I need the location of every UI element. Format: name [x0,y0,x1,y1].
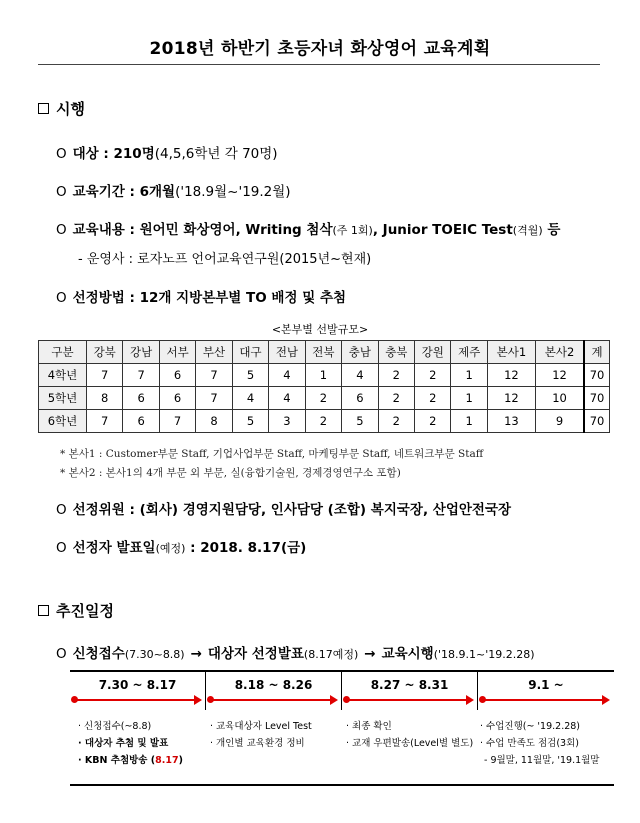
item-committee: O 선정위원 : (회사) 경영지원담당, 인사담당 (조합) 복지국장, 산업안전국장 [56,502,512,518]
table-cell: 2 [378,410,414,433]
table-cell: 6 [159,387,195,410]
table-cell: 5 [342,410,378,433]
table-cell: 2 [415,364,451,387]
table-cell: 8 [86,387,122,410]
table-row [39,364,610,387]
table-cell: 6 [123,387,159,410]
table-cell: 7 [86,364,122,387]
table-header-cell: 충북 [378,341,414,364]
table-header-cell: 강남 [123,341,159,364]
timeline-arrow-icon [210,699,336,701]
timeline-arrow-icon [482,699,608,701]
table-cell: 3 [269,410,305,433]
schedule-period: 7.30 ~ 8.17 [98,678,177,692]
flow-step-announce: 대상자 선정발표 [207,646,304,662]
task-item: · 개인별 교육환경 정비 [210,738,305,749]
table-cell: 70 [584,410,609,433]
operator-note: - 운영사 : 로자노프 언어교육연구원(2015년~현재) [78,252,372,267]
table-cell: 12 [487,387,535,410]
table-cell: 2 [305,387,341,410]
schedule-tasks [346,718,473,752]
table-row [39,410,610,433]
process-flow: O 신청접수(7.30~8.8) → 대상자 선정발표(8.17예정) → 교육시행('18.9.1~'19.2.28) [56,646,535,662]
table-cell: 2 [305,410,341,433]
table-cell: 7 [196,364,232,387]
table-cell: 7 [159,410,195,433]
table-cell: 70 [584,364,609,387]
table-cell: 4 [269,364,305,387]
square-bullet-icon [38,103,49,114]
table-cell: 13 [487,410,535,433]
table-cell: 2 [378,364,414,387]
schedule-period: 9.1 ~ [528,678,564,692]
table-cell: 2 [415,387,451,410]
note-hq1: * 본사1 : Customer부문 Staff, 기업사업부문 Staff, 마케팅부문 Staff, 네트워크부문 Staff [60,448,484,460]
schedule-column [70,670,206,710]
table-cell: 6 [342,387,378,410]
table-cell: 1 [451,387,487,410]
task-item: · 수업진행(~ '19.2.28) [480,721,581,732]
task-item: · 대상자 추첨 및 발표 [78,738,169,749]
table-cell: 7 [86,410,122,433]
schedule-tasks [480,718,600,769]
schedule-timeline [70,670,614,786]
table-cell: 2 [415,410,451,433]
schedule-tasks [78,718,183,769]
table-cell: 70 [584,387,609,410]
table-header-cell: 전북 [305,341,341,364]
distribution-table [38,340,610,433]
section-heading-label: 시행 [56,100,85,118]
document-title: 2018년 하반기 초등자녀 화상영어 교육계획 [149,39,491,59]
table-header-cell: 강북 [86,341,122,364]
note-hq2: * 본사2 : 본사1의 4개 부문 외 부문, 실(융합기술원, 경제경영연구소 포함) [60,467,401,479]
item-selection-method: O 선정방법 : 12개 지방본부별 TO 배정 및 추첨 [56,290,347,306]
item-content: O 교육내용 : 원어민 화상영어, Writing 첨삭(주 1회), Junior TOEIC Test(격월) 등 [56,222,561,238]
row-label-cell: 4학년 [39,364,87,387]
table-header-cell: 제주 [451,341,487,364]
table-header-row [39,341,610,364]
table-header-cell: 계 [584,341,609,364]
table-row [39,387,610,410]
schedule-column [478,670,614,710]
schedule-column [206,670,342,710]
table-header-cell: 대구 [232,341,268,364]
table-cell: 4 [342,364,378,387]
table-header-cell: 서부 [159,341,195,364]
section-heading-schedule [38,600,114,621]
table-cell: 9 [535,410,584,433]
task-item: · 교육대상자 Level Test [210,721,312,732]
table-header-cell: 본사1 [487,341,535,364]
timeline-arrow-icon [74,699,200,701]
timeline-bottom-rule [70,784,614,786]
table-cell: 1 [451,410,487,433]
table-cell: 1 [451,364,487,387]
table-cell: 6 [123,410,159,433]
item-period: O 교육기간 : 6개월('18.9월~'19.2월) [56,184,291,200]
table-header-cell: 전남 [269,341,305,364]
schedule-period: 8.27 ~ 8.31 [370,678,449,692]
table-header-cell: 본사2 [535,341,584,364]
item-target: O 대상 : 210명(4,5,6학년 각 70명) [56,146,278,162]
task-item: · 신청접수(~8.8) [78,721,152,732]
item-announce-date: O 선정자 발표일(예정) : 2018. 8.17(금) [56,540,307,556]
square-bullet-icon [38,605,49,616]
table-cell: 5 [232,364,268,387]
task-item-broadcast: · KBN 추첨방송 (8.17) [78,755,183,766]
table-header-cell: 부산 [196,341,232,364]
flow-step-apply: 신청접수 [72,646,125,662]
table-cell: 1 [305,364,341,387]
row-label-cell: 5학년 [39,387,87,410]
table-header-cell: 충남 [342,341,378,364]
task-item: · 수업 만족도 점검(3회) [480,738,579,749]
table-cell: 4 [269,387,305,410]
task-item: · 교재 우편발송(Level별 별도) [346,738,474,749]
table-cell: 12 [535,364,584,387]
table-cell: 4 [232,387,268,410]
schedule-column [342,670,478,710]
table-cell: 2 [378,387,414,410]
timeline-arrow-icon [346,699,472,701]
section-heading-label: 추진일정 [56,602,114,620]
right-arrow-icon: → [190,646,202,662]
table-header-cell: 구분 [39,341,87,364]
row-label-cell: 6학년 [39,410,87,433]
table-cell: 7 [123,364,159,387]
table-header-cell: 강원 [415,341,451,364]
task-item: · 최종 확인 [346,721,392,732]
flow-step-training: 교육시행 [381,646,434,662]
title-underline [38,64,600,65]
table-cell: 10 [535,387,584,410]
right-arrow-icon: → [364,646,376,662]
table-cell: 5 [232,410,268,433]
table-caption: <본부별 선발규모> [271,323,369,336]
table-cell: 12 [487,364,535,387]
table-cell: 8 [196,410,232,433]
task-item: - 9월말, 11월말, '19.1월말 [484,755,600,766]
schedule-period: 8.18 ~ 8.26 [234,678,313,692]
table-cell: 7 [196,387,232,410]
table-cell: 6 [159,364,195,387]
schedule-tasks [210,718,312,752]
section-heading-implementation [38,98,85,119]
